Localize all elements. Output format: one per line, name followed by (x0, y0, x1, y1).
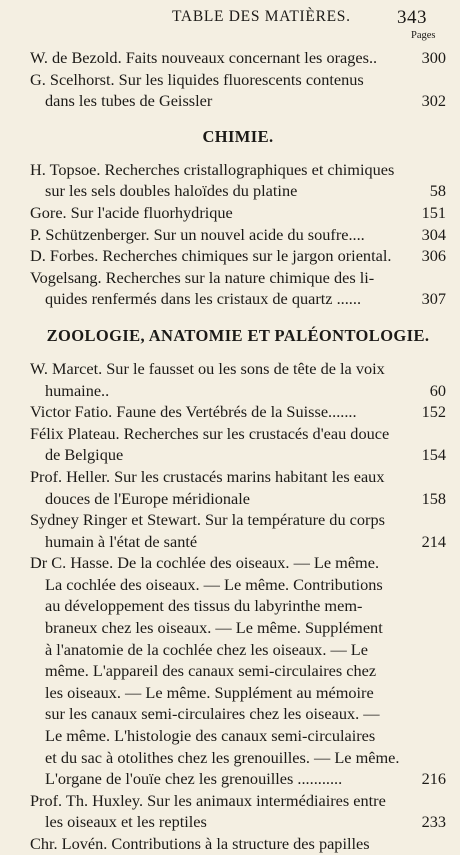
entry-line: Félix Plateau. Recherches sur les crustacés d'eau douce (30, 423, 390, 443)
entry-page-number: 304 (418, 224, 446, 246)
entry-line: Le même. L'histologie des canaux semi-circulaires (45, 726, 376, 746)
entry-page-number: 302 (418, 90, 446, 112)
entry-line: G. Scelhorst. Sur les liquides fluorescents contenus (30, 69, 364, 89)
entry-line: douces de l'Europe méridionale 158 (45, 488, 446, 508)
toc-entry (30, 509, 446, 552)
entry-page-number: 152 (418, 401, 446, 423)
entry-page-number: 216 (418, 768, 446, 790)
page-number: 343 (397, 7, 427, 28)
entry-line: Sydney Ringer et Stewart. Sur la température du corps (30, 510, 385, 530)
entry-line: à l'anatomie de la cochlée chez les oiseaux. — Le (45, 639, 368, 659)
pages-column-label: Pages (411, 30, 436, 41)
entry-line: quides renfermés dans les cristaux de quartz ...... 307 (45, 289, 446, 309)
entry-line: Gore. Sur l'acide fluorhydrique 151 (30, 202, 446, 222)
entry-line: de Belgique 154 (45, 445, 446, 465)
entry-line: Vogelsang. Recherches sur la nature chimique des li- (30, 267, 375, 287)
toc-entry (30, 790, 446, 833)
entry-line: les oiseaux. — Le même. Supplément au mémoire (45, 682, 374, 702)
entry-line: D. Forbes. Recherches chimiques sur le jargon oriental. 306 (30, 246, 446, 266)
toc-section (30, 326, 446, 855)
toc-entry (30, 358, 446, 401)
toc-entry (30, 833, 446, 855)
entry-page-number: 158 (418, 488, 446, 510)
toc-entry (30, 245, 446, 267)
entry-line: et du sac à otolithes chez les grenouilles. — Le même. (45, 747, 400, 767)
toc-entry (30, 423, 446, 466)
entry-line: braneux chez les oiseaux. — Le même. Supplément (45, 618, 383, 638)
entry-line: H. Topsoe. Recherches cristallographiques et chimiques (30, 159, 395, 179)
entry-line: Prof. Heller. Sur les crustacés marins habitant les eaux (30, 466, 385, 486)
toc-entry (30, 401, 446, 423)
entry-line: humaine.. 60 (45, 380, 446, 400)
entry-page-number: 58 (426, 180, 446, 202)
entry-page-number: 307 (418, 288, 446, 310)
entry-line: dans les tubes de Geissler 302 (45, 91, 446, 111)
toc-entry (30, 202, 446, 224)
entry-line: humain à l'état de santé 214 (45, 531, 446, 551)
entry-line: La cochlée des oiseaux. — Le même. Contributions (45, 574, 383, 594)
toc-content (30, 47, 446, 855)
toc-section (30, 47, 446, 112)
entry-line: L'organe de l'ouïe chez les grenouilles ........... 216 (45, 769, 446, 789)
entry-line: les oiseaux et les reptiles 233 (45, 812, 446, 832)
toc-entry (30, 159, 446, 202)
entry-line: même. L'appareil des canaux semi-circulaires chez (45, 661, 377, 681)
page-header (0, 8, 460, 32)
entry-page-number: 300 (418, 47, 446, 69)
entry-page-number: 151 (418, 202, 446, 224)
toc-section (30, 127, 446, 310)
section-title: CHIMIE. (202, 126, 274, 146)
entry-line: Victor Fatio. Faune des Vertébrés de la Suisse....... 152 (30, 402, 446, 422)
toc-entry (30, 224, 446, 246)
entry-line: Dr C. Hasse. De la cochlée des oiseaux. — Le même. (30, 553, 380, 573)
entry-line: W. de Bezold. Faits nouveaux concernant les orages.. 300 (30, 48, 446, 67)
entry-line: au développement des tissus du labyrinthe mem- (45, 596, 363, 616)
toc-entry (30, 267, 446, 310)
entry-line: Chr. Lovén. Contributions à la structure des papilles (30, 834, 370, 853)
section-title: ZOOLOGIE, ANATOMIE ET PALÉONTOLOGIE. (46, 325, 430, 345)
entry-page-number: 233 (418, 811, 446, 833)
toc-entry (30, 552, 446, 790)
running-title: TABLE DES MATIÈRES. (172, 8, 351, 25)
entry-line: Prof. Th. Huxley. Sur les animaux intermédiaires entre (30, 790, 386, 810)
toc-entry (30, 69, 446, 112)
entry-line: sur les sels doubles haloïdes du platine 58 (45, 181, 446, 201)
entry-page-number: 60 (426, 380, 446, 402)
entry-line: W. Marcet. Sur le fausset ou les sons de tête de la voix (30, 358, 385, 378)
toc-entry (30, 466, 446, 509)
entry-line: sur les canaux semi-circulaires chez les oiseaux. — (45, 704, 380, 724)
entry-page-number: 154 (418, 444, 446, 466)
entry-page-number: 214 (418, 531, 446, 553)
entry-line: P. Schützenberger. Sur un nouvel acide du soufre.... 304 (30, 224, 446, 244)
entry-page-number: 306 (418, 245, 446, 267)
toc-entry (30, 47, 446, 69)
